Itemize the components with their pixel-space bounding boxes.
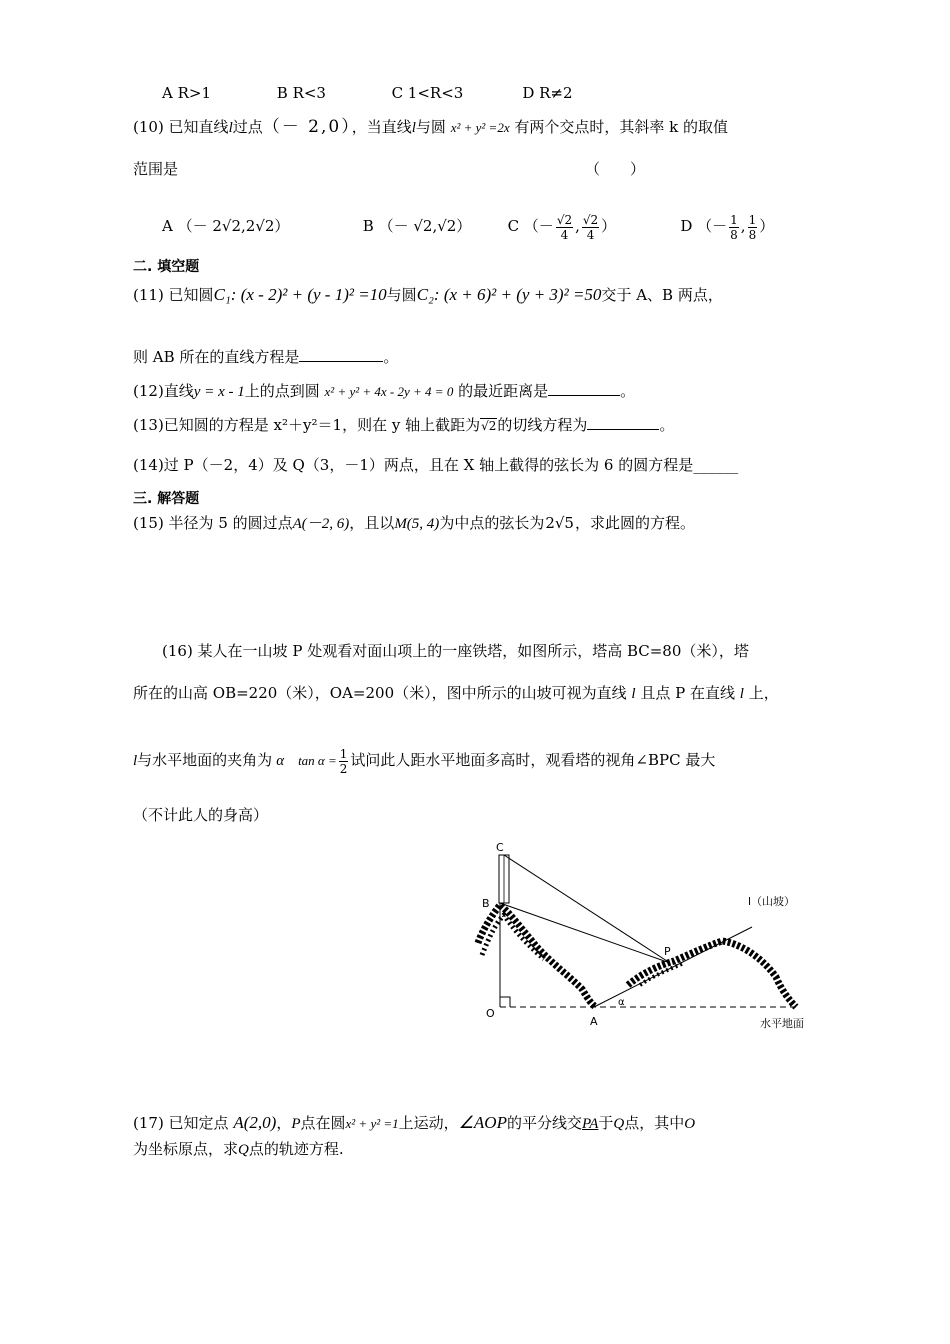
q9-option-b: B R<3: [276, 84, 326, 102]
q14-line: (14)过 P（－2，4）及 Q（3，－1）两点，且在 X 轴上截得的弦长为 6 的圆方程是______: [133, 456, 739, 474]
q12-line: (12)直线y = x - 1上的点到圆 x² + y² + 4x - 2y + 4 = 0 的最近距离是 。: [133, 382, 636, 400]
q17-line1: (17) 已知定点 A(2,0)，P点在圆x² + y² =1上运动，∠AOP的平分线交PA于Q点，其中O: [133, 1113, 696, 1132]
q16-line1: (16) 某人在一山坡 P 处观看对面山项上的一座铁塔，如图所示，塔高 BC=80（米），塔: [162, 642, 749, 660]
q10-option-b: B （－ √2,√2）: [362, 217, 472, 235]
right-mountain: [628, 941, 796, 1007]
label-ground: 水平地面: [760, 1017, 804, 1030]
q16-line4: （不计此人的身高）: [133, 806, 269, 824]
label-slope: l（山坡）: [748, 895, 796, 908]
q9-option-d: D R≠2: [522, 84, 573, 102]
q16-line3: l与水平地面的夹角为 α tan α = $\frac{1}{2}$ 试问此人距水平地面多高时，观看塔的视角∠BPC 最大: [133, 746, 716, 776]
tower-slope-figure: [470, 835, 830, 1035]
q11-line2: 则 AB 所在的直线方程是 。: [133, 348, 399, 366]
q13-blank: [587, 415, 659, 430]
section-fill-in: 二. 填空题: [133, 259, 200, 275]
label-alpha: α: [618, 997, 625, 1008]
left-mountain: [478, 905, 596, 1007]
label-p: P: [664, 945, 671, 958]
q9-option-c: C 1<R<3: [391, 84, 464, 102]
q15-line: (15) 半径为 5 的圆过点A(－2, 6)，且以M(5, 4)为中点的弦长为2√5，求此圆的方程。: [133, 514, 695, 532]
q10-option-a: A （－ 2√2,2√2）: [162, 217, 290, 235]
q10-line2: 范围是: [133, 160, 179, 178]
q16-line2: 所在的山高 OB=220（米），OA=200（米），图中所示的山坡可视为直线 l 且点 P 在直线 l 上，: [133, 684, 779, 702]
q12-blank: [548, 381, 620, 396]
q13-line: (13)已知圆的方程是 x²＋y²＝1，则在 y 轴上截距为√2的切线方程为 。: [133, 416, 675, 434]
section-solution: 三. 解答题: [133, 491, 200, 507]
q11-line1: (11) 已知圆C₁: (x - 2)² + (y - 1)² =10与圆C₂: (x + 6)² + (y + 3)² =50交于 A、B 两点，: [133, 285, 723, 304]
q11-blank: [299, 347, 383, 362]
q10-option-d: D （－ $\frac{1}{8}$ , $\frac{1}{8}$ ）: [680, 212, 775, 242]
q17-line2: 为坐标原点，求Q点的轨迹方程.: [133, 1140, 344, 1158]
q9-option-a: A R>1: [162, 84, 212, 102]
right-angle-mark: [500, 997, 510, 1007]
label-a: A: [590, 1015, 598, 1028]
q9-options: [162, 82, 573, 104]
slope-line-l: [594, 927, 752, 1007]
q10-answer-paren: （ ）: [585, 160, 646, 178]
label-b: B: [482, 897, 490, 910]
q10-option-c: C （－ $\frac{√2}{4}$ , $\frac{√2}{4}$ ）: [507, 212, 617, 242]
label-c: C: [496, 841, 504, 854]
label-o: O: [486, 1007, 495, 1020]
q10-options: [162, 204, 774, 248]
q10-line1: (10) 已知直线l过点（－ 2,0），当直线l与圆 x² + y² =2x 有两个交点时，其斜率 k 的取值: [133, 117, 729, 137]
